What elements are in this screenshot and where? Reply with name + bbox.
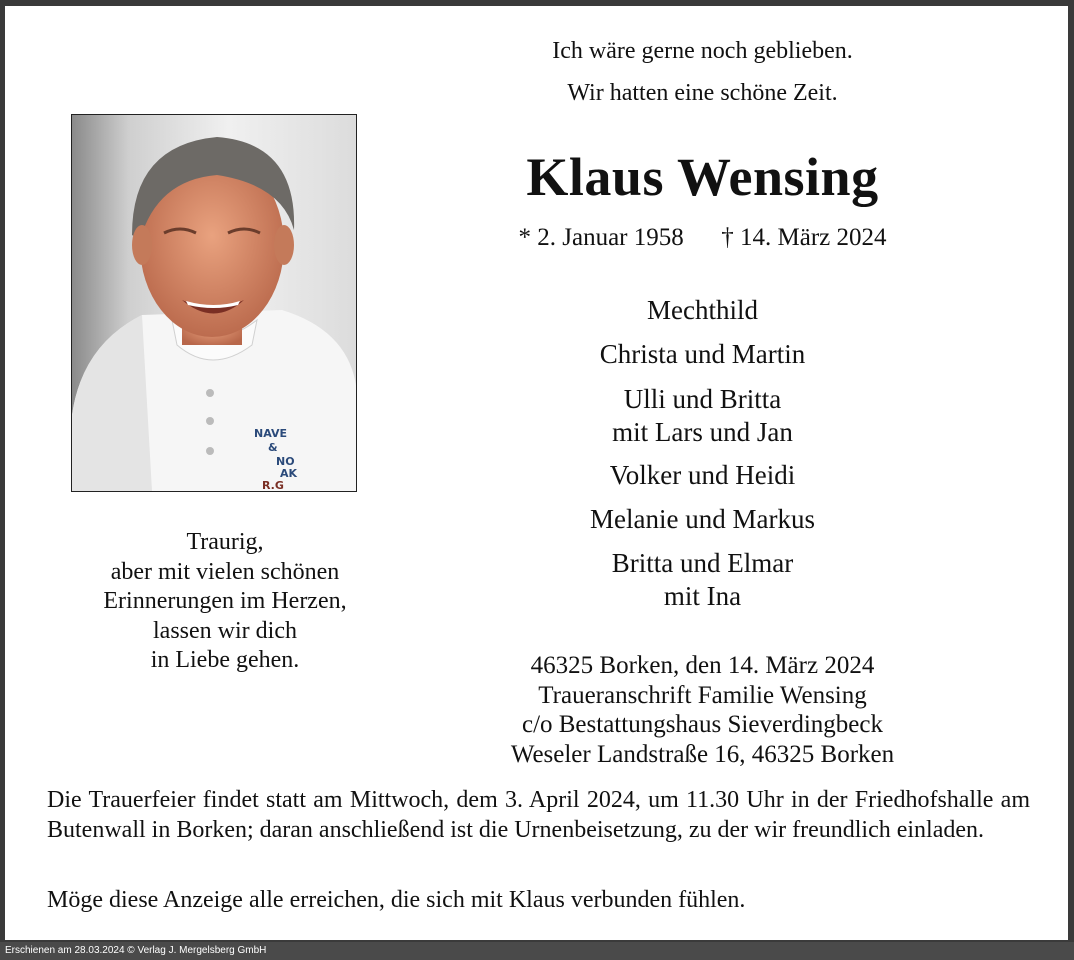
- family-member: Volker und Heidi: [609, 460, 796, 490]
- family-member: mit Ina: [663, 581, 742, 611]
- shirt-print-2: &: [268, 441, 278, 454]
- motto-line-2: Wir hatten eine schöne Zeit.: [567, 80, 838, 106]
- mourning-line: lassen wir dich: [153, 617, 297, 644]
- obituary-card: [5, 6, 1068, 940]
- address-line: Weseler Landstraße 16, 46325 Borken: [510, 740, 895, 768]
- closing-note: Möge diese Anzeige alle erreichen, die sich mit Klaus verbunden fühlen.: [47, 887, 746, 913]
- shirt-print-3: NO: [276, 455, 295, 468]
- mourning-address: [405, 651, 1000, 769]
- shirt-print-5: R.G: [262, 479, 284, 491]
- publication-footer: Erschienen am 28.03.2024 © Verlag J. Mergelsberg GmbH: [0, 942, 1074, 960]
- portrait-photo: [71, 114, 357, 492]
- life-dates: * 2. Januar 1958 † 14. März 2024: [518, 224, 887, 251]
- mourning-line: aber mit vielen schönen: [110, 558, 340, 585]
- family-member: Christa und Martin: [599, 339, 806, 369]
- deceased-name: Klaus Wensing: [526, 147, 879, 207]
- family-member: Britta und Elmar: [611, 548, 794, 578]
- family-member: Mechthild: [647, 295, 758, 325]
- mourning-text: [35, 528, 415, 676]
- shirt-print-1: NAVE: [254, 427, 287, 440]
- shirt-print-4: AK: [280, 467, 298, 480]
- family-member: Ulli und Britta: [623, 384, 782, 414]
- mourning-line: in Liebe gehen.: [150, 647, 300, 673]
- mourning-line: Traurig,: [186, 529, 264, 555]
- funeral-info: Die Trauerfeier findet statt am Mittwoch, dem 3. April 2024, um 11.30 Uhr in der Friedhofshalle am Butenwall in Borken; daran anschließend ist die Urnenbeisetzung, zu der wir freundlich einladen.: [47, 787, 1030, 843]
- address-line: Traueranschrift Familie Wensing: [538, 681, 867, 709]
- address-line: 46325 Borken, den 14. März 2024: [530, 652, 875, 679]
- motto-line-1: Ich wäre gerne noch geblieben.: [552, 38, 853, 64]
- mourning-line: Erinnerungen im Herzen,: [103, 588, 347, 614]
- address-line: c/o Bestattungshaus Sieverdingbeck: [521, 711, 884, 738]
- family-member: Melanie und Markus: [590, 504, 815, 534]
- portrait-illustration: [72, 115, 356, 491]
- family-member: mit Lars und Jan: [612, 417, 793, 447]
